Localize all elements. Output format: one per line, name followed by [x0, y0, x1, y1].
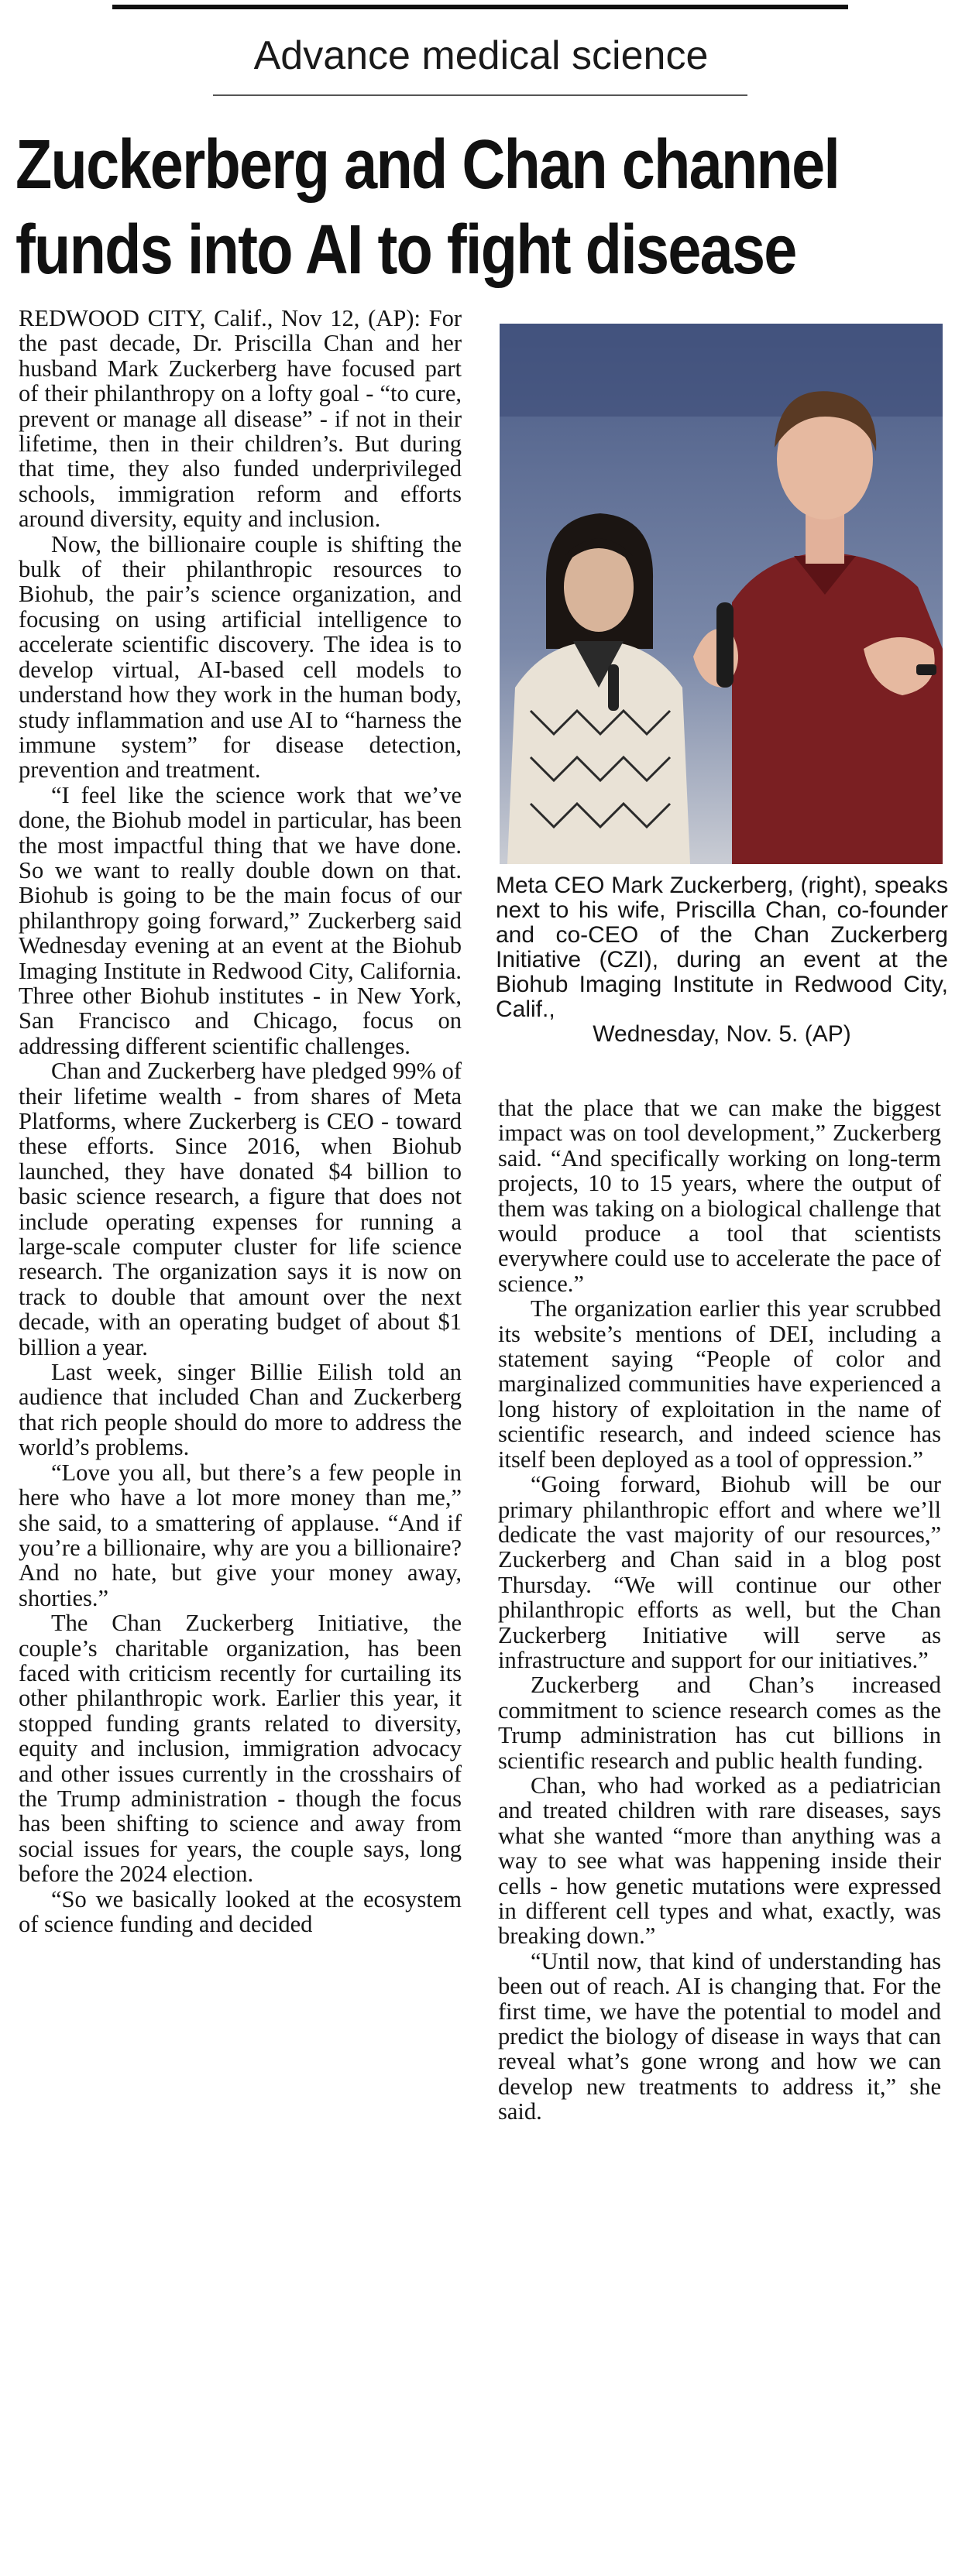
paragraph: “Until now, that kind of understanding has been out of reach. AI is changing that. For the first time, we have the potential to model and predict the biology of disease in ways that can reveal what’s gone wrong and how we can develop new treatments to address it,” she said. — [498, 1947, 941, 2125]
photo-illustration — [500, 324, 943, 864]
paragraph: “Love you all, but there’s a few people in here who have a lot more money than me,” she said, to a smattering of applause. “And if you’re a billionaire, why are you a billionaire? And no hate, but give your money away, shorties.” — [19, 1459, 462, 1611]
paragraph: Zuckerberg and Chan’s increased commitment to science research comes as the Trump administration has cut billions in scientific research and public health funding. — [498, 1672, 941, 1774]
paragraph: REDWOOD CITY, Calif., Nov 12, (AP): For the past decade, Dr. Priscilla Chan and her husband Mark Zuckerberg have focused part of their philanthropy on a lofty goal - “to cure, prevent or manage all disease” - if not in their lifetime, then in their children’s. But during that time, they also funded underprivileged schools, immigration reform and efforts around diversity, equity and inclusion. — [19, 305, 462, 533]
headline-line-1: Zuckerberg and Chan channel — [15, 126, 840, 204]
top-rule — [112, 5, 848, 9]
paragraph: that the place that we can make the biggest impact was on tool development,” Zuckerberg said. “And specifically working on long-term projects, 10 to 15 years, where the output of them was taking on a biological challenge that would produce a tool that scientists everywhere could use to accelerate the pace of science.” — [498, 1095, 941, 1297]
headline — [15, 122, 840, 293]
paragraph: Now, the billionaire couple is shifting the bulk of their philanthropic resources to Biohub, the pair’s science organization, and focusing on using artificial intelligence to accelerate scientific discovery. The idea is to develop virtual, AI-based cell models to understand how they work in the human body, study inflammation and use AI to “harness the immune system” for disease detection, prevention and treatment. — [19, 530, 462, 784]
caption-text: Meta CEO Mark Zuckerberg, (right), speaks next to his wife, Priscilla Chan, co-founder and co-CEO of the Chan Zuckerberg Initiative (CZI), during an event at the Biohub Imaging Institute in Redwood City, Calif., — [496, 873, 948, 1022]
caption-date: Wednesday, Nov. 5. (AP) — [593, 1021, 851, 1047]
paragraph: Chan, who had worked as a pediatrician and treated children with rare diseases, says what she wanted “more than anything was a way to see what was happening inside their cells - how genetic mutations were expressed in different cell types and what, exactly, was breaking down.” — [498, 1772, 941, 1950]
paragraph: The organization earlier this year scrubbed its website’s mentions of DEI, including a statement saying “People of color and marginalized communities have experienced a long history of exploitation in the name of scientific research, and indeed science has itself been deployed as a tool of oppression.” — [498, 1295, 941, 1473]
section-kicker: Advance medical science — [253, 33, 709, 78]
paragraph: “I feel like the science work that we’ve done, the Biohub model in particular, has been the most impactful thing that we have done. So we want to really double down on that. Biohub is going to be the main focus of our philanthropy going forward,” Zuckerberg said Wednesday evening at an event at the Biohub Imaging Institute in Redwood City, California. Three other Biohub institutes - in New York, San Francisco and Chicago, focus on addressing different scientific challenges. — [19, 781, 462, 1059]
article-column-left — [19, 306, 462, 1936]
paragraph: “Going forward, Biohub will be our primary philanthropic effort and where we’ll dedicate the vast majority of our resources,” Zuckerberg and Chan said in a blog post Thursday. “We will continue our other philanthropic efforts as well, but the Chan Zuckerberg Initiative will serve as infrastructure and support for our initiatives.” — [498, 1471, 941, 1673]
paragraph: The Chan Zuckerberg Initiative, the couple’s charitable organization, has been faced with criticism recently for curtailing its other philanthropic work. Earlier this year, it stopped funding grants related to diversity, equity and inclusion, immigration advocacy and other issues currently in the crosshairs of the Trump administration - though the focus has been shifting to science and away from social issues for years, the couple says, long before the 2024 election. — [19, 1610, 462, 1888]
photo-caption — [496, 873, 948, 1047]
paragraph: Last week, singer Billie Eilish told an audience that included Chan and Zuckerberg that rich people should do more to address the world’s problems. — [19, 1359, 462, 1461]
headline-line-2: funds into AI to fight disease — [15, 211, 796, 289]
paragraph: Chan and Zuckerberg have pledged 99% of their lifetime wealth - from shares of Meta Platforms, where Zuckerberg is CEO - toward these efforts. Since 2016, when Biohub launched, they have donated $4 billion to basic science research, a figure that does not include operating expenses for running a large-scale computer cluster for life science research. The organization says it is now on track to double that amount over the next decade, with an operating budget of about $1 billion a year. — [19, 1058, 462, 1360]
kicker-rule — [213, 94, 747, 96]
article-column-right — [498, 1096, 941, 2125]
paragraph: “So we basically looked at the ecosystem of science funding and decided — [19, 1885, 462, 1937]
news-photo — [500, 324, 943, 864]
